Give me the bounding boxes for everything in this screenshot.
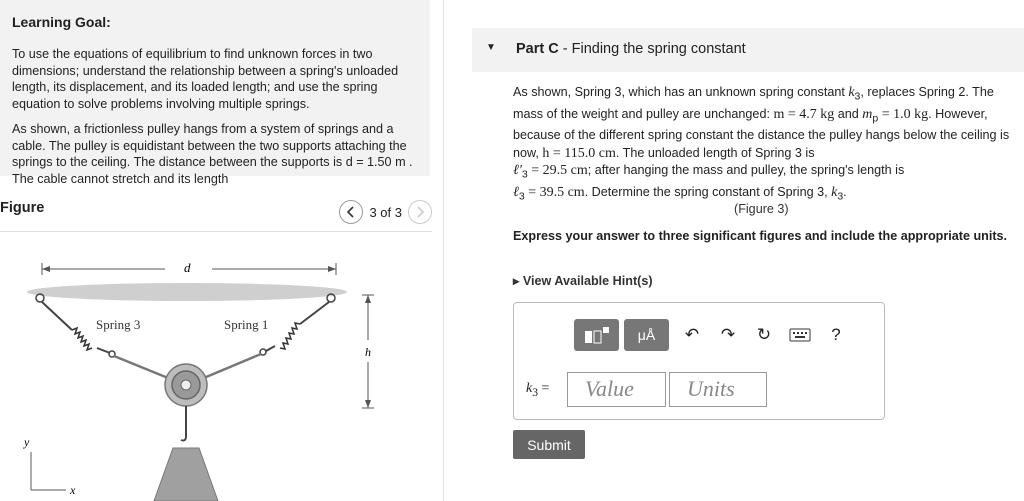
figure-link[interactable]: (Figure 3) [734, 202, 789, 216]
help-icon[interactable]: ? [831, 325, 841, 344]
spring-1 [260, 302, 329, 355]
part-title: Part C - Finding the spring constant [516, 41, 746, 57]
cable-left [114, 356, 173, 380]
label-spring-1: Spring 1 [224, 317, 269, 332]
value-input[interactable]: Value [567, 372, 666, 407]
label-h: h [365, 345, 371, 359]
chevron-right-icon [415, 206, 425, 218]
figure-header [0, 196, 432, 232]
axis-y-label: y [24, 435, 30, 449]
learning-goal-description: As shown, a frictionless pulley hangs from a system of springs and a cable. The pulley is equidistant between the two supports attaching the springs to the ceiling. The distance between the supports is d = 1.50 m . The cable cannot stretch and its length [12, 122, 413, 186]
cable-right [199, 354, 261, 380]
answer-label-symbol: k [526, 381, 533, 396]
figure-title: Figure [0, 200, 45, 216]
dimension-h [362, 295, 374, 408]
problem-text: As shown, Spring 3, which has an unknown spring constant $k_3$, replaces Spring 2. The mass of the weight and pulley are unchanged: m = 4.7 kg and $m_p = 1.0$ kg. However, because of the different spring constant the distance the pulley hangs below the ceiling is now, h = 115.0 cm. The unloaded length of Spring 3 is $\ell'_3 = 29.5$ cm; after hanging the mass and pulley, the spring's length is ℓ$_3$ = 39.5 cm. Determine the spring constant of Spring 3, $k_3$. [513, 85, 1010, 203]
problem-text-4: . However, because of the different spring constant the distance the pulley hangs below the ceiling is now, [513, 106, 1010, 160]
problem-text-1: As shown, Spring 3, which has an unknown spring constant [513, 85, 849, 99]
template-icon [584, 326, 610, 344]
label-spring-3: Spring 3 [96, 317, 141, 332]
problem-text-7: . Determine the spring constant of Spring 3, [584, 184, 832, 199]
template-button[interactable] [574, 319, 619, 351]
figure-diagram [0, 240, 440, 501]
pulley [165, 364, 207, 406]
part-header[interactable] [472, 28, 1024, 72]
problem-text-2: , replaces Spring 2. The mass of the weight and pulley are unchanged: [513, 85, 994, 121]
axes [23, 435, 76, 497]
problem-text-6: ; after hanging the mass and pulley, the spring's length is [587, 162, 905, 177]
hook [181, 406, 186, 441]
learning-goal-text: To use the equations of equilibrium to find unknown forces in two dimensions; understand the relationship between a spring's unloaded length, its displacement, and its loaded length; and use the spring equation to solve problems involving multiple springs. [12, 47, 399, 111]
unloaded-length-equation: = 29.5 cm [531, 162, 588, 178]
left-panel [0, 0, 444, 501]
problem-text-3: and [834, 106, 863, 121]
instruction-text: Express your answer to three significant figures and include the appropriate units. [513, 229, 1008, 243]
k3-symbol: k [848, 85, 855, 100]
collapse-triangle-icon[interactable]: ▼ [486, 42, 496, 53]
height-equation: h = 115.0 cm [542, 145, 616, 161]
chevron-left-icon [346, 206, 356, 218]
keyboard-glyph [789, 328, 811, 342]
learning-goal-title: Learning Goal: [12, 14, 111, 30]
part-title-text: Finding the spring constant [571, 41, 746, 57]
undo-icon[interactable]: ↶ [684, 325, 700, 344]
keyboard-icon[interactable] [782, 319, 818, 351]
prev-figure-button[interactable] [339, 200, 363, 224]
label-d: d [184, 260, 191, 275]
dimension-d [42, 260, 336, 275]
answer-label: $k_3$ = [526, 381, 550, 399]
answer-toolbar [574, 319, 854, 351]
ceiling [27, 283, 347, 301]
mu-icon: μÅ [637, 327, 656, 343]
problem-text-8: . [843, 184, 847, 199]
hints-toggle[interactable] [513, 273, 653, 288]
submit-button[interactable]: Submit [513, 430, 585, 459]
problem-text-5: . The unloaded length of Spring 3 is [615, 145, 815, 160]
panel-divider [443, 0, 444, 501]
mass-equation: m = 4.7 kg [773, 106, 835, 122]
redo-icon[interactable]: ↷ [720, 325, 736, 344]
loaded-length-equation: = 39.5 cm [528, 184, 585, 200]
next-figure-button[interactable] [408, 200, 432, 224]
answer-box [513, 302, 885, 420]
units-input[interactable]: Units [669, 372, 767, 407]
pulley-mass-equation: = 1.0 kg [881, 106, 929, 122]
weight [154, 448, 218, 501]
hints-label: View Available Hint(s) [522, 274, 653, 288]
figure-navigation [339, 200, 432, 224]
learning-goal-panel [0, 0, 430, 186]
axis-x-label: x [70, 483, 76, 497]
hint-triangle-icon: ▸ [513, 274, 520, 288]
units-button[interactable] [624, 319, 669, 351]
part-letter: Part C [516, 41, 559, 57]
figure-counter: 3 of 3 [369, 204, 402, 220]
right-panel [472, 0, 1024, 501]
reset-icon[interactable]: ↻ [756, 325, 772, 344]
